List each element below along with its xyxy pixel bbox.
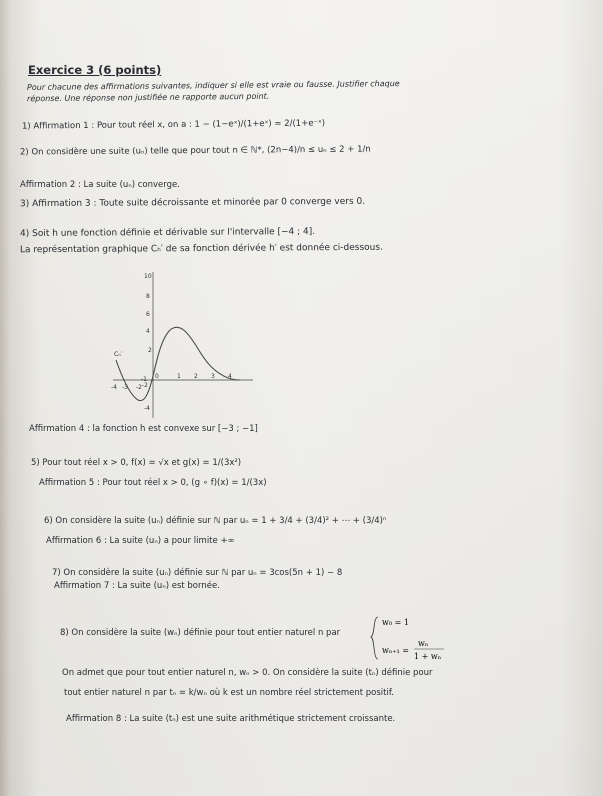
affirmation-7: Affirmation 7 : La suite (uₙ) est bornée. <box>54 581 220 591</box>
x-tick-label: 0 <box>155 373 159 380</box>
instructions-line-2: réponse. Une réponse non justifiée ne rapporte aucun point. <box>26 91 270 104</box>
x-tick-label: -4 <box>111 384 117 391</box>
exercise-title: Exercice 3 (6 points) <box>28 63 162 77</box>
derivative-curve <box>116 327 240 400</box>
recurrence-system <box>370 613 450 663</box>
x-tick-label: -3 <box>122 384 128 391</box>
x-tick-labels <box>111 373 232 391</box>
x-tick-label: -2 <box>136 384 142 391</box>
system-line-1: w₀ = 1 <box>382 618 409 627</box>
x-tick-label: 2 <box>194 373 198 380</box>
x-tick-label: 4 <box>228 373 232 380</box>
y-tick-label: 6 <box>146 311 150 318</box>
y-tick-label: 8 <box>146 293 150 300</box>
affirmation-4: Affirmation 4 : la fonction h est convexe sur [−3 ; −1] <box>29 424 258 434</box>
question-5-intro: 5) Pour tout réel x > 0, f(x) = √x et g(x) = 1/(3x²) <box>31 458 242 468</box>
question-2-intro: 2) On considère une suite (uₙ) telle que pour tout n ∈ ℕ*, (2n−4)/n ≤ uₙ ≤ 2 + 1/n <box>19 144 371 158</box>
affirmation-6: Affirmation 6 : La suite (uₙ) a pour limite +∞ <box>46 536 235 546</box>
system-fraction-numerator: wₙ <box>418 639 429 648</box>
affirmation-8: Affirmation 8 : La suite (tₙ) est une suite arithmétique strictement croissante. <box>66 714 396 724</box>
x-tick-label: 1 <box>177 373 181 380</box>
x-tick-label: 3 <box>211 373 215 380</box>
question-8-line-2: On admet que pour tout entier naturel n, wₙ > 0. On considère la suite (tₙ) définie pour <box>62 668 433 678</box>
system-brace <box>371 617 378 659</box>
y-tick-label: -2 <box>142 382 148 389</box>
y-tick-label: 4 <box>146 328 150 335</box>
y-tick-labels <box>142 273 152 412</box>
y-tick-label: -4 <box>144 405 150 412</box>
system-fraction-denominator: 1 + wₙ <box>414 652 442 661</box>
question-8-intro: 8) On considère la suite (wₙ) définie pour tout entier naturel n par <box>60 628 341 638</box>
question-4-line-2: La représentation graphique Cₕ′ de sa fonction dérivée h′ est donnée ci-dessous. <box>19 242 383 256</box>
question-6-intro: 6) On considère la suite (uₙ) définie sur ℕ par uₙ = 1 + 3/4 + (3/4)² + ⋯ + (3/4)ⁿ <box>44 516 387 526</box>
affirmation-3: 3) Affirmation 3 : Toute suite décroissante et minorée par 0 converge vers 0. <box>19 196 366 210</box>
y-tick-label: 10 <box>144 273 152 280</box>
y-tick-label: 2 <box>148 347 152 354</box>
affirmation-5: Affirmation 5 : Pour tout réel x > 0, (g ∘ f)(x) = 1/(3x) <box>39 478 267 488</box>
question-8-line-3: tout entier naturel n par tₙ = k/wₙ où k est un nombre réel strictement positif. <box>64 688 394 698</box>
derivative-graph <box>108 270 258 420</box>
affirmation-2: Affirmation 2 : La suite (uₙ) converge. <box>20 180 180 190</box>
curve-label: Cₕ′ <box>114 351 122 358</box>
x-tick-label: -1 <box>141 376 147 383</box>
system-line-2-lhs: wₙ₊₁ = <box>382 646 409 655</box>
question-4-line-1: 4) Soit h une fonction définie et dérivable sur l'intervalle [−4 ; 4]. <box>19 226 316 240</box>
affirmation-1: 1) Affirmation 1 : Pour tout réel x, on a : 1 − (1−eˣ)/(1+eˣ) = 2/(1+e⁻ˣ) <box>21 118 326 132</box>
question-7-intro: 7) On considère la suite (uₙ) définie sur ℕ par uₙ = 3cos(5n + 1) − 8 <box>52 568 343 578</box>
instructions-line-1: Pour chacune des affirmations suivantes, indiquer si elle est vraie ou fausse. Justifier chaque <box>26 79 400 92</box>
